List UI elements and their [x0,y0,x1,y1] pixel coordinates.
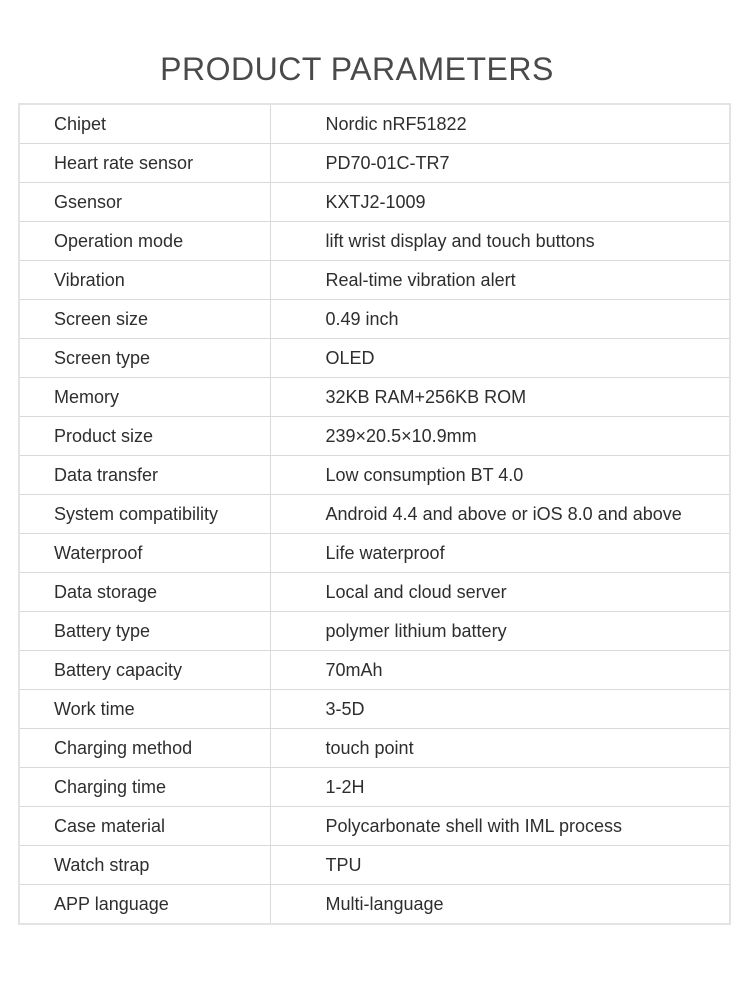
parameter-value: 32KB RAM+256KB ROM [270,378,730,417]
parameter-label: Data storage [19,573,270,612]
table-row [19,612,730,651]
parameters-table-container [18,103,731,925]
table-row [19,261,730,300]
parameter-label: Battery capacity [19,651,270,690]
parameters-table [18,103,731,925]
parameter-value: PD70-01C-TR7 [270,144,730,183]
parameter-value: Polycarbonate shell with IML process [270,807,730,846]
parameter-label: Charging method [19,729,270,768]
table-row [19,456,730,495]
parameter-label: Case material [19,807,270,846]
table-row [19,417,730,456]
parameter-value: 239×20.5×10.9mm [270,417,730,456]
parameter-value: 70mAh [270,651,730,690]
parameter-value: Life waterproof [270,534,730,573]
parameter-label: Screen size [19,300,270,339]
table-row [19,339,730,378]
table-row [19,183,730,222]
parameter-value: touch point [270,729,730,768]
parameter-value: lift wrist display and touch buttons [270,222,730,261]
table-row [19,768,730,807]
parameters-table-body [19,104,730,924]
table-row [19,144,730,183]
parameter-value: Low consumption BT 4.0 [270,456,730,495]
parameter-label: Gsensor [19,183,270,222]
parameter-value: KXTJ2-1009 [270,183,730,222]
table-row [19,534,730,573]
parameter-value: 1-2H [270,768,730,807]
parameter-label: APP language [19,885,270,925]
parameter-label: Memory [19,378,270,417]
parameter-label: Chipet [19,104,270,144]
parameter-label: Operation mode [19,222,270,261]
parameter-label: Heart rate sensor [19,144,270,183]
parameter-label: Screen type [19,339,270,378]
parameter-value: Local and cloud server [270,573,730,612]
parameter-label: Battery type [19,612,270,651]
parameter-label: Charging time [19,768,270,807]
table-row [19,222,730,261]
parameter-value: TPU [270,846,730,885]
parameter-label: System compatibility [19,495,270,534]
parameter-value: Android 4.4 and above or iOS 8.0 and above [270,495,730,534]
table-row [19,846,730,885]
table-row [19,729,730,768]
table-row [19,885,730,925]
table-row [19,807,730,846]
page-title: PRODUCT PARAMETERS [160,51,554,88]
parameter-value: Multi-language [270,885,730,925]
parameter-label: Vibration [19,261,270,300]
parameter-label: Work time [19,690,270,729]
table-row [19,495,730,534]
parameter-value: Real-time vibration alert [270,261,730,300]
table-row [19,378,730,417]
parameter-value: polymer lithium battery [270,612,730,651]
parameter-value: 3-5D [270,690,730,729]
parameter-value: OLED [270,339,730,378]
parameter-value: Nordic nRF51822 [270,104,730,144]
table-row [19,573,730,612]
parameter-label: Data transfer [19,456,270,495]
table-row [19,300,730,339]
parameter-value: 0.49 inch [270,300,730,339]
table-row [19,690,730,729]
parameter-label: Product size [19,417,270,456]
table-row [19,651,730,690]
parameter-label: Watch strap [19,846,270,885]
parameter-label: Waterproof [19,534,270,573]
table-row [19,104,730,144]
